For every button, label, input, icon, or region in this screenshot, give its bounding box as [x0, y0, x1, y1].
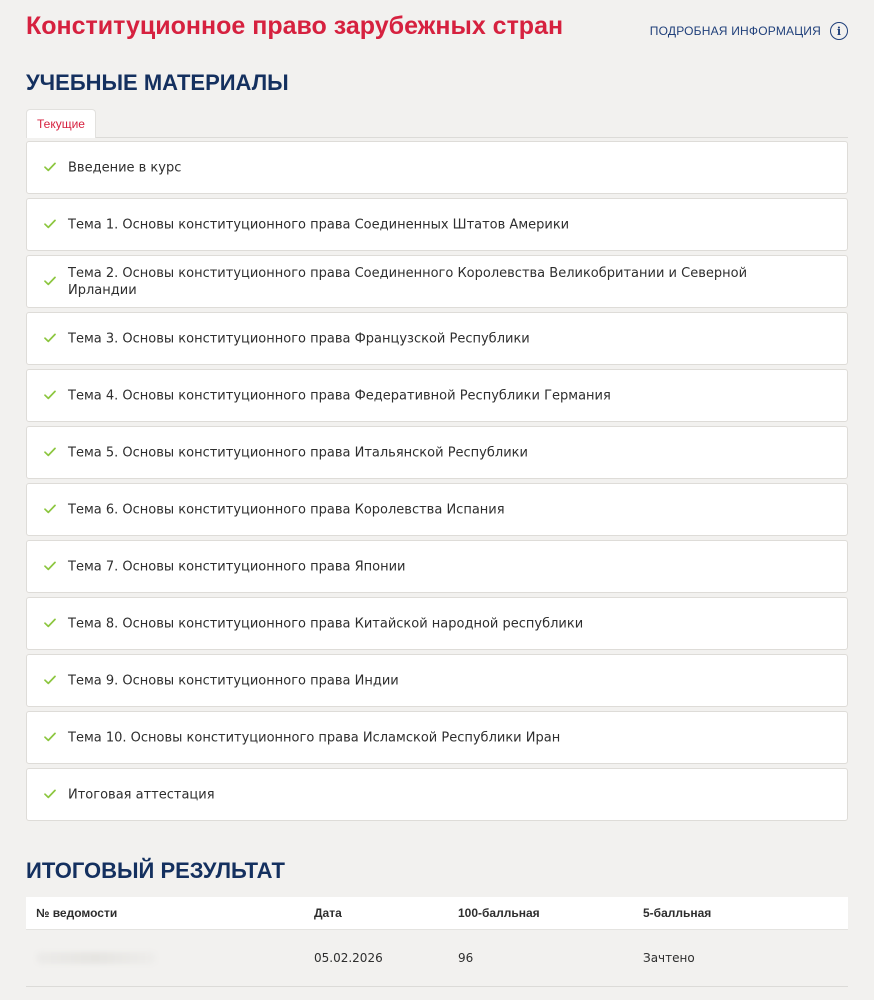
material-item[interactable] [26, 483, 848, 536]
material-item-label: Тема 4. Основы конституционного права Федеративной Республики Германия [68, 388, 611, 403]
material-item-label: Тема 8. Основы конституционного права Китайской народной республики [68, 616, 584, 631]
material-item-label: Итоговая аттестация [68, 787, 215, 802]
material-item[interactable] [26, 369, 848, 422]
material-item-label: Тема 1. Основы конституционного права Соединенных Штатов Америки [68, 217, 570, 232]
material-item[interactable] [26, 597, 848, 650]
check-icon [44, 561, 56, 571]
check-icon [44, 276, 56, 286]
material-item[interactable] [26, 312, 848, 365]
result-table [26, 897, 848, 987]
material-item[interactable] [26, 711, 848, 764]
redacted-sheet-number [36, 952, 156, 964]
check-icon [44, 789, 56, 799]
cell-score-100: 96 [458, 951, 474, 965]
course-title: Конституционное право зарубежных стран [26, 12, 564, 40]
material-item[interactable] [26, 198, 848, 251]
material-item-label: Введение в курс [68, 160, 182, 175]
page-header [26, 0, 848, 60]
materials-list [26, 141, 848, 825]
material-item[interactable] [26, 540, 848, 593]
material-item[interactable] [26, 255, 848, 308]
course-page [26, 0, 848, 965]
check-icon [44, 390, 56, 400]
details-link[interactable] [650, 22, 848, 40]
table-header [26, 897, 848, 930]
info-circle-icon[interactable]: i [830, 22, 848, 40]
cell-score-5: Зачтено [643, 951, 695, 965]
column-header-date: Дата [314, 906, 342, 920]
check-icon [44, 732, 56, 742]
material-item[interactable] [26, 654, 848, 707]
material-item-label: Тема 7. Основы конституционного права Японии [68, 559, 406, 574]
result-heading: ИТОГОВЫЙ РЕЗУЛЬТАТ [26, 858, 285, 883]
column-header-score-100: 100-балльная [458, 906, 540, 920]
table-row [26, 930, 848, 987]
material-item[interactable] [26, 426, 848, 479]
column-header-score-5: 5-балльная [643, 906, 712, 920]
check-icon [44, 618, 56, 628]
tab-current[interactable]: Текущие [26, 109, 96, 138]
check-icon [44, 162, 56, 172]
details-link-label: ПОДРОБНАЯ ИНФОРМАЦИЯ [649, 24, 821, 38]
check-icon [44, 447, 56, 457]
check-icon [44, 504, 56, 514]
materials-tabs [26, 109, 848, 138]
check-icon [44, 219, 56, 229]
check-icon [44, 333, 56, 343]
material-item-label: Тема 5. Основы конституционного права Итальянской Республики [68, 445, 528, 460]
column-header-sheet-number: № ведомости [36, 906, 118, 920]
material-item-label: Тема 10. Основы конституционного права Исламской Республики Иран [68, 730, 561, 745]
cell-date: 05.02.2026 [314, 951, 383, 965]
materials-heading: УЧЕБНЫЕ МАТЕРИАЛЫ [26, 70, 289, 95]
material-item-label: Тема 6. Основы конституционного права Королевства Испания [68, 502, 505, 517]
material-item-label: Тема 9. Основы конституционного права Индии [68, 673, 399, 688]
material-item[interactable] [26, 141, 848, 194]
material-item[interactable] [26, 768, 848, 821]
check-icon [44, 675, 56, 685]
material-item-label: Тема 3. Основы конституционного права Французской Республики [68, 331, 530, 346]
material-item-label: Тема 2. Основы конституционного права Соединенного Королевства Великобритании и Северной Ирландии [68, 265, 748, 298]
